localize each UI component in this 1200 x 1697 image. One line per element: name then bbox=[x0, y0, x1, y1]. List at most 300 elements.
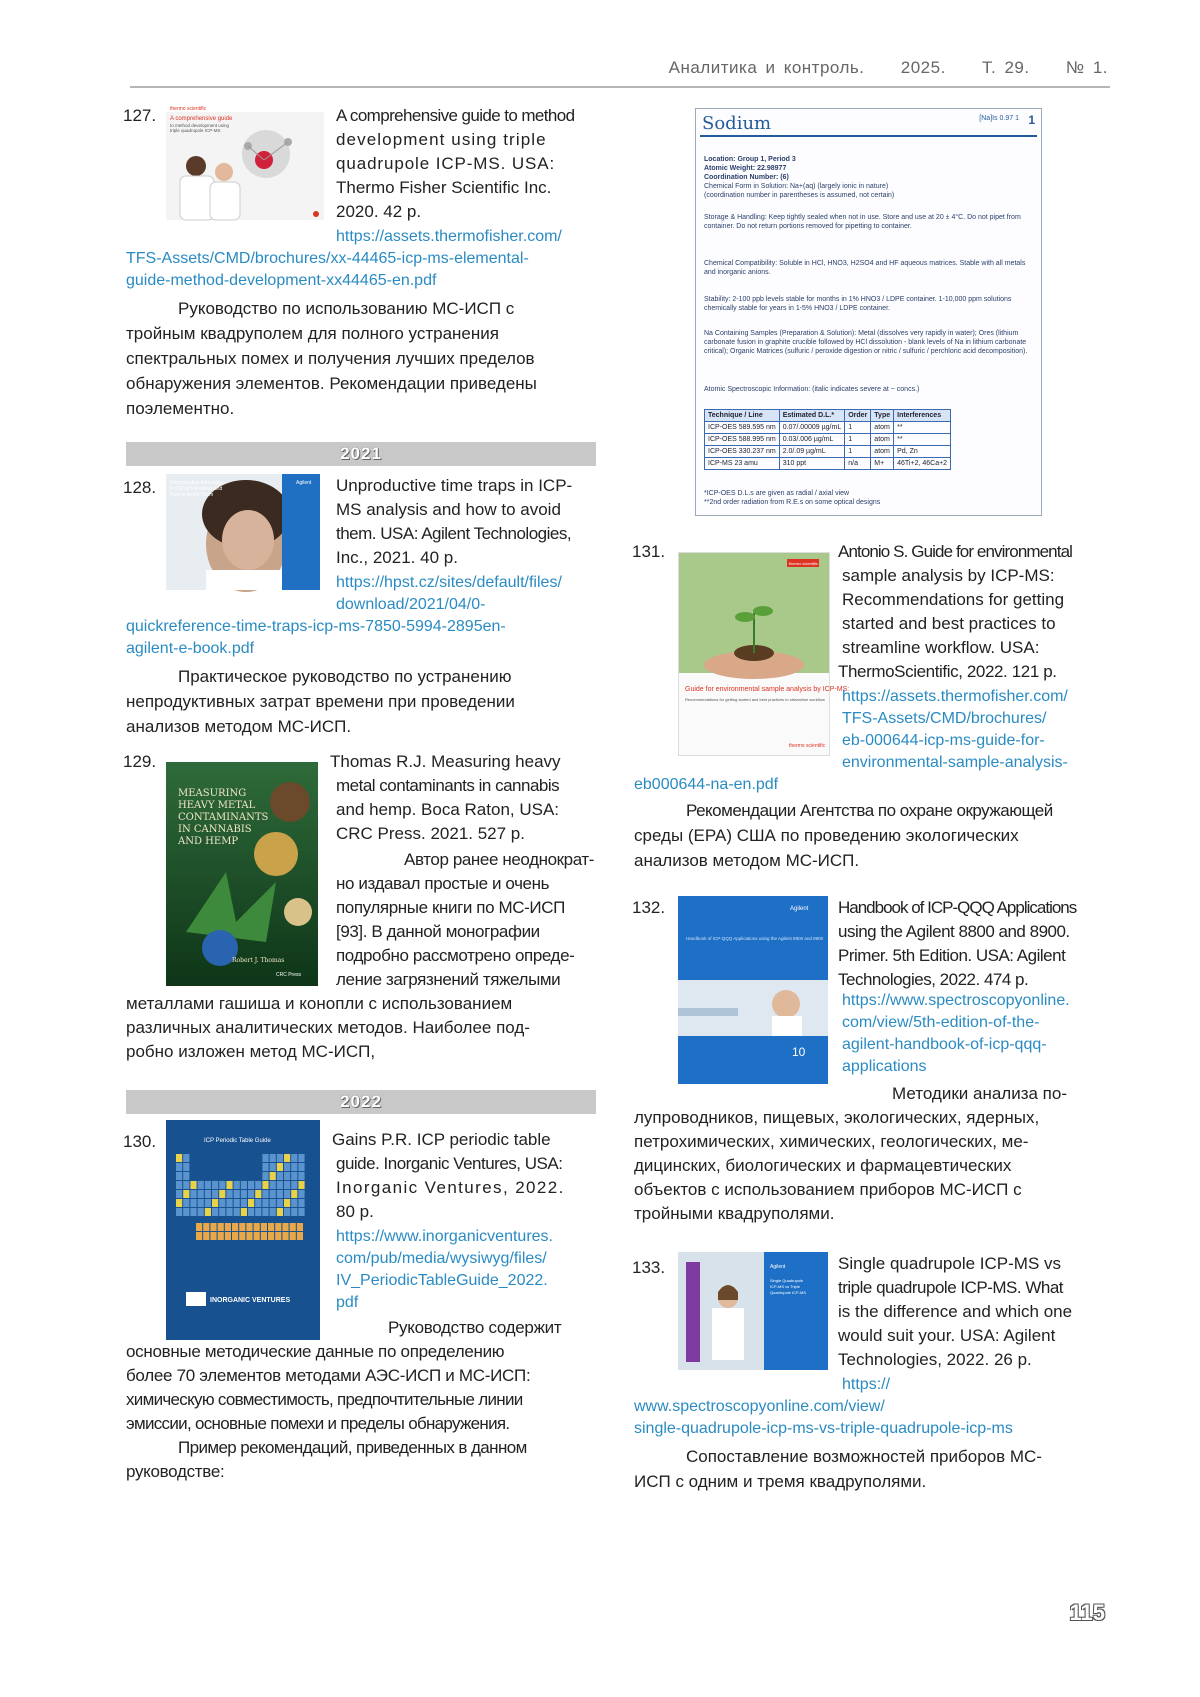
year-divider-2021: 2021 bbox=[126, 442, 596, 466]
table-cell: atom bbox=[871, 446, 894, 458]
citation-128 bbox=[336, 474, 598, 570]
periodic-cell bbox=[291, 1199, 297, 1207]
description-133 bbox=[634, 1444, 1102, 1494]
description-line: Практическое руководство по устранению bbox=[178, 667, 512, 686]
cover-131-sub: Recommendations for getting started and best practices to streamline workflow bbox=[685, 697, 825, 702]
periodic-cell bbox=[210, 1223, 216, 1231]
periodic-cell bbox=[226, 1181, 232, 1189]
periodic-cell bbox=[205, 1208, 211, 1216]
description-line: ление загрязнений тяжелыми bbox=[336, 970, 561, 989]
cover-128-art bbox=[166, 474, 320, 590]
description-line: химическую совместимость, предпочтительные линии bbox=[126, 1390, 523, 1409]
citation-line: streamline workflow. USA: bbox=[842, 638, 1040, 657]
periodic-cell bbox=[183, 1199, 189, 1207]
entry-number: 131. bbox=[632, 542, 666, 561]
description-line: Методики анализа по- bbox=[892, 1084, 1067, 1103]
citation-132 bbox=[838, 896, 1102, 992]
periodic-cell bbox=[176, 1181, 182, 1189]
periodic-cell bbox=[255, 1208, 261, 1216]
periodic-cell bbox=[298, 1154, 304, 1162]
link-128-line4[interactable]: agilent-e-book.pdf bbox=[126, 640, 255, 657]
svg-text:Unproductive time traps: Unproductive time traps bbox=[170, 480, 223, 486]
svg-text:AND HEMP: AND HEMP bbox=[178, 836, 239, 847]
sodium-storage: Storage & Handling: Keep tightly sealed when not in use. Store and use at 20 ± 4°C. Do not pipet from container. Do not return portions removed for pipetting to container. bbox=[704, 214, 1021, 230]
periodic-cell bbox=[277, 1208, 283, 1216]
description-127 bbox=[126, 296, 596, 421]
table-cell: 310 ppt bbox=[779, 458, 845, 470]
citation-line: Antonio S. Guide for environmental bbox=[838, 542, 1072, 561]
citation-131 bbox=[838, 540, 1098, 684]
svg-text:HEAVY METAL: HEAVY METAL bbox=[178, 800, 256, 811]
citation-133 bbox=[838, 1252, 1102, 1372]
periodic-cell bbox=[291, 1181, 297, 1189]
cover-131-brand: thermo scientific bbox=[789, 561, 818, 566]
table-cell: atom bbox=[871, 434, 894, 446]
citation-line: started and best practices to bbox=[842, 614, 1056, 633]
cover-131-art bbox=[679, 553, 850, 755]
periodic-cell bbox=[291, 1208, 297, 1216]
periodic-cell bbox=[270, 1163, 276, 1171]
description-line: тройным квадруполем для полного устранения bbox=[126, 324, 499, 343]
citation-line: Technologies, 2022. 26 p. bbox=[838, 1350, 1032, 1369]
periodic-cell bbox=[212, 1181, 218, 1189]
periodic-cell bbox=[290, 1232, 296, 1240]
cover-129-art bbox=[166, 762, 318, 986]
table-cell: n/a bbox=[845, 458, 871, 470]
periodic-cell bbox=[246, 1223, 252, 1231]
table-cell: 1 bbox=[845, 446, 871, 458]
description-128 bbox=[126, 664, 596, 739]
description-line: Автор ранее неоднократ- bbox=[404, 850, 595, 869]
journal-title: Аналитика и контроль. bbox=[668, 58, 865, 77]
citation-line: development using triple bbox=[336, 130, 547, 149]
entry-number: 133. bbox=[632, 1258, 666, 1277]
periodic-cell bbox=[261, 1232, 267, 1240]
link-131-line5[interactable]: eb000644-na-en.pdf bbox=[634, 776, 779, 793]
link-130-line4[interactable]: pdf bbox=[336, 1294, 359, 1311]
svg-text:IN CANNABIS: IN CANNABIS bbox=[178, 824, 252, 835]
periodic-cell bbox=[196, 1223, 202, 1231]
sodium-form: Chemical Form in Solution: Na+(aq) (largely ionic in nature) bbox=[704, 183, 889, 190]
periodic-cell bbox=[241, 1208, 247, 1216]
link-130-line1[interactable]: https://www.inorganicventures. bbox=[336, 1228, 553, 1245]
link-132-line3[interactable]: agilent-handbook-of-icp-qqq- bbox=[842, 1036, 1047, 1053]
citation-line: Primer. 5th Edition. USA: Agilent bbox=[838, 946, 1066, 965]
link-131-line2[interactable]: TFS-Assets/CMD/brochures/ bbox=[842, 710, 1047, 727]
periodic-cell bbox=[198, 1181, 204, 1189]
citation-line: Thomas R.J. Measuring heavy bbox=[330, 752, 561, 771]
description-line: тройными квадруполями. bbox=[634, 1204, 835, 1223]
periodic-cell bbox=[284, 1190, 290, 1198]
periodic-cell bbox=[176, 1190, 182, 1198]
table-row bbox=[705, 434, 951, 446]
description-line: [93]. В данной монографии bbox=[336, 922, 540, 941]
sodium-table bbox=[704, 409, 951, 470]
svg-text:to method development using: to method development using bbox=[170, 123, 230, 128]
citation-line: Recommendations for getting bbox=[842, 590, 1065, 609]
description-line: анализов методом МС-ИСП. bbox=[634, 851, 860, 870]
citation-line: sample analysis by ICP-MS: bbox=[842, 566, 1055, 585]
table-cell: M+ bbox=[871, 458, 894, 470]
citation-line: 2020. 42 p. bbox=[336, 202, 422, 221]
description-line: но издавал простые и очень bbox=[336, 874, 550, 893]
periodic-cell bbox=[226, 1190, 232, 1198]
periodic-cell bbox=[270, 1208, 276, 1216]
periodic-cell bbox=[232, 1232, 238, 1240]
citation-line: would suit your. USA: Agilent bbox=[838, 1326, 1056, 1345]
description-129-side bbox=[336, 848, 598, 992]
col-header: Technique / Line bbox=[705, 410, 780, 422]
cover-133-brand: Agilent bbox=[770, 1264, 786, 1270]
sodium-table-header bbox=[705, 410, 951, 422]
periodic-cell bbox=[241, 1181, 247, 1189]
periodic-cell bbox=[262, 1181, 268, 1189]
citation-line: Unproductive time traps in ICP- bbox=[336, 476, 573, 495]
periodic-cell bbox=[298, 1199, 304, 1207]
periodic-cell bbox=[277, 1181, 283, 1189]
periodic-cell bbox=[297, 1232, 303, 1240]
journal-volume: Т. 29. bbox=[982, 58, 1030, 77]
cover-132-title: Handbook of ICP-QQQ Applications using the Agilent 8800 and 8900 bbox=[686, 936, 824, 941]
svg-text:ICP-MS vs Triple: ICP-MS vs Triple bbox=[770, 1284, 801, 1289]
table-cell: atom bbox=[871, 422, 894, 434]
cover-132-badge: 10 bbox=[792, 1045, 806, 1059]
citation-line: Inorganic Ventures, 2022. bbox=[336, 1178, 565, 1197]
cover-130-brand: INORGANIC VENTURES bbox=[210, 1297, 291, 1304]
sodium-note-1: *ICP-OES D.L.s are given as radial / axial view bbox=[704, 490, 850, 497]
cover-130-art bbox=[166, 1120, 320, 1340]
table-cell: Pd, Zn bbox=[894, 446, 951, 458]
table-cell: ICP-MS 23 amu bbox=[705, 458, 780, 470]
table-row bbox=[705, 422, 951, 434]
periodic-cell bbox=[234, 1190, 240, 1198]
journal-year: 2025. bbox=[900, 58, 946, 77]
periodic-cell bbox=[298, 1181, 304, 1189]
periodic-cell bbox=[248, 1199, 254, 1207]
periodic-cell bbox=[176, 1163, 182, 1171]
description-line: спектральных помех и получения лучших пределов bbox=[126, 349, 535, 368]
table-cell: 0.03/.006 µg/mL bbox=[779, 434, 845, 446]
periodic-cell bbox=[203, 1223, 209, 1231]
cover-129-author: Robert J. Thomas bbox=[232, 957, 285, 964]
table-row bbox=[705, 458, 951, 470]
description-line: различных аналитических методов. Наиболее под- bbox=[126, 1018, 530, 1037]
table-row bbox=[705, 446, 951, 458]
citation-line: quadrupole ICP-MS. USA: bbox=[336, 154, 556, 173]
citation-line: them. USA: Agilent Technologies, bbox=[336, 524, 572, 543]
table-cell: 1 bbox=[845, 434, 871, 446]
col-header: Type bbox=[871, 410, 894, 422]
link-128-line2[interactable]: download/2021/04/0- bbox=[336, 596, 486, 613]
link-132-line4[interactable]: applications bbox=[842, 1058, 927, 1075]
periodic-cell bbox=[275, 1223, 281, 1231]
cover-130 bbox=[166, 1120, 320, 1340]
running-header bbox=[0, 52, 1200, 92]
description-line: популярные книги по МС-ИСП bbox=[336, 898, 565, 917]
cover-130-title: ICP Periodic Table Guide bbox=[204, 1138, 271, 1144]
sodium-samples: Na Containing Samples (Preparation & Solution): Metal (dissolves very rapidly in water); Ores (lithium carbonate fusion in graphite crucible followed by HCl dissolution - blank levels of Na in lithium carbonate critical); Organic Matrices (sulfuric / peroxide digestion or nitric / sulfuric / perchloric acid decomposition). bbox=[704, 330, 1028, 355]
periodic-cell bbox=[275, 1232, 281, 1240]
citation-line: A comprehensive guide to method bbox=[336, 106, 575, 125]
sodium-spectro: Atomic Spectroscopic Information: (italic indicates severe at ~ concs.) bbox=[704, 386, 920, 393]
description-line: петрохимических, химических, геологических, ме- bbox=[634, 1132, 1029, 1151]
periodic-cell bbox=[255, 1199, 261, 1207]
entry-number: 129. bbox=[123, 752, 157, 771]
periodic-cell bbox=[298, 1208, 304, 1216]
periodic-cell bbox=[284, 1181, 290, 1189]
periodic-cell bbox=[176, 1199, 182, 1207]
periodic-cell bbox=[284, 1208, 290, 1216]
periodic-cell bbox=[225, 1223, 231, 1231]
periodic-cell bbox=[183, 1163, 189, 1171]
periodic-cell bbox=[268, 1223, 274, 1231]
link-133-line1[interactable]: https:// bbox=[842, 1376, 891, 1393]
periodic-cell bbox=[282, 1223, 288, 1231]
sodium-stability: Stability: 2-100 ppb levels stable for months in 1% HNO3 / LDPE container. 1-10,000 ppm solutions chemically stable for years in 1-5% HNO3 / LDPE container. bbox=[704, 296, 1012, 312]
description-line: более 70 элементов методами АЭС-ИСП и МС-ИСП: bbox=[126, 1366, 531, 1385]
periodic-cell bbox=[284, 1154, 290, 1162]
table-cell: ICP-OES 589.595 nm bbox=[705, 422, 780, 434]
sodium-data-sheet bbox=[695, 108, 1042, 516]
periodic-cell bbox=[254, 1223, 260, 1231]
table-cell: ** bbox=[894, 422, 951, 434]
link-127-line1[interactable]: https://assets.thermofisher.com/ bbox=[336, 228, 562, 245]
periodic-cell bbox=[234, 1208, 240, 1216]
periodic-cell bbox=[248, 1181, 254, 1189]
description-line: Пример рекомендаций, приведенных в данном bbox=[178, 1438, 527, 1457]
description-line: дицинских, биологических и фармацевтических bbox=[634, 1156, 1012, 1175]
description-line: основные методические данные по определению bbox=[126, 1342, 505, 1361]
periodic-cell bbox=[277, 1172, 283, 1180]
periodic-cell bbox=[241, 1190, 247, 1198]
citation-130 bbox=[332, 1128, 597, 1224]
description-line: ИСП с одним и тремя квадруполями. bbox=[634, 1472, 927, 1491]
periodic-cell bbox=[190, 1208, 196, 1216]
cover-131 bbox=[678, 552, 850, 756]
citation-line: triple quadrupole ICP-MS. What bbox=[838, 1278, 1063, 1297]
description-132 bbox=[634, 1082, 1102, 1226]
citation-127 bbox=[336, 104, 597, 224]
periodic-cell bbox=[270, 1199, 276, 1207]
citation-line: guide. Inorganic Ventures, USA: bbox=[336, 1154, 563, 1173]
description-line: Руководство по использованию МС-ИСП с bbox=[178, 299, 515, 318]
periodic-cell bbox=[239, 1232, 245, 1240]
cover-133-art bbox=[678, 1252, 828, 1370]
col-header: Interferences bbox=[894, 410, 951, 422]
periodic-cell bbox=[198, 1199, 204, 1207]
col-header: Order bbox=[845, 410, 871, 422]
description-line: металлами гашиша и конопли с использованием bbox=[126, 994, 513, 1013]
periodic-cell bbox=[183, 1208, 189, 1216]
periodic-cell bbox=[298, 1172, 304, 1180]
link-130-line3[interactable]: IV_PeriodicTableGuide_2022. bbox=[336, 1272, 548, 1289]
link-131-line3[interactable]: eb-000644-icp-ms-guide-for- bbox=[842, 732, 1045, 749]
periodic-cell bbox=[212, 1208, 218, 1216]
sodium-rule bbox=[700, 135, 1037, 137]
citation-line: Single quadrupole ICP-MS vs bbox=[838, 1254, 1062, 1273]
sodium-title: Sodium bbox=[702, 113, 772, 134]
citation-line: is the difference and which one bbox=[838, 1302, 1073, 1321]
sodium-form-note: (coordination number in parentheses is assumed, not certain) bbox=[704, 192, 895, 199]
link-132-line2[interactable]: com/view/5th-edition-of-the- bbox=[842, 1014, 1040, 1031]
cover-132-art bbox=[678, 896, 828, 1084]
cover-132 bbox=[678, 896, 828, 1084]
table-cell: ICP-OES 588.995 nm bbox=[705, 434, 780, 446]
periodic-cell bbox=[183, 1172, 189, 1180]
citation-line: Inc., 2021. 40 p. bbox=[336, 548, 458, 567]
description-line: Руководство содержит bbox=[388, 1318, 562, 1337]
periodic-cell bbox=[183, 1190, 189, 1198]
link-128-line3[interactable]: quickreference-time-traps-icp-ms-7850-5994-2895en- bbox=[126, 618, 506, 635]
periodic-cell bbox=[284, 1199, 290, 1207]
cover-127-art bbox=[166, 104, 324, 220]
col-header: Estimated D.L.* bbox=[779, 410, 845, 422]
periodic-cell bbox=[203, 1232, 209, 1240]
citation-line: and hemp. Boca Raton, USA: bbox=[336, 800, 560, 819]
description-line: объектов с использованием приборов МС-ИСП с bbox=[634, 1180, 1022, 1199]
citation-line: Gains P.R. ICP periodic table bbox=[332, 1130, 551, 1149]
table-cell: 1 bbox=[845, 422, 871, 434]
periodic-cell bbox=[262, 1172, 268, 1180]
cover-127 bbox=[166, 104, 324, 220]
periodic-cell bbox=[248, 1208, 254, 1216]
periodic-cell bbox=[262, 1154, 268, 1162]
periodic-cell bbox=[261, 1223, 267, 1231]
page-number: 115 bbox=[1069, 1600, 1105, 1625]
entry-number: 132. bbox=[632, 898, 666, 917]
svg-text:How to Avoid Them: How to Avoid Them bbox=[170, 492, 214, 498]
link-131-line1[interactable]: https://assets.thermofisher.com/ bbox=[842, 688, 1068, 705]
periodic-cell bbox=[198, 1190, 204, 1198]
periodic-cell bbox=[239, 1223, 245, 1231]
link-133-line2[interactable]: www.spectroscopyonline.com/view/ bbox=[634, 1398, 885, 1415]
periodic-cell bbox=[218, 1232, 224, 1240]
sodium-tag: [Na]Is 0.97 1 bbox=[979, 115, 1019, 122]
link-127-line2[interactable]: TFS-Assets/CMD/brochures/xx-44465-icp-ms-elemental- bbox=[126, 250, 529, 267]
citation-line: ThermoScientific, 2022. 121 p. bbox=[838, 662, 1057, 681]
periodic-cell bbox=[210, 1232, 216, 1240]
citation-line: Technologies, 2022. 474 p. bbox=[838, 970, 1029, 989]
description-line: среды (EPA) США по проведению экологических bbox=[634, 826, 1019, 845]
citation-129 bbox=[330, 750, 598, 846]
periodic-cell bbox=[183, 1181, 189, 1189]
periodic-cell bbox=[212, 1190, 218, 1198]
periodic-cell bbox=[205, 1181, 211, 1189]
periodic-cell bbox=[262, 1163, 268, 1171]
periodic-cell bbox=[225, 1232, 231, 1240]
periodic-cell bbox=[277, 1190, 283, 1198]
periodic-cell bbox=[277, 1199, 283, 1207]
description-line: непродуктивных затрат времени при проведении bbox=[126, 692, 515, 711]
table-cell: ** bbox=[894, 434, 951, 446]
journal-issue: № 1. bbox=[1065, 58, 1108, 77]
description-line: обнаружения элементов. Рекомендации приведены bbox=[126, 374, 537, 393]
entry-number: 130. bbox=[123, 1132, 157, 1151]
sodium-number: 1 bbox=[1028, 113, 1035, 127]
description-line: поэлементно. bbox=[126, 399, 235, 418]
periodic-cell bbox=[190, 1181, 196, 1189]
svg-text:Single Quadrupole: Single Quadrupole bbox=[770, 1278, 804, 1283]
description-line: эмиссии, основные помехи и пределы обнаружения. bbox=[126, 1414, 510, 1433]
cover-128-brand: Agilent bbox=[296, 480, 312, 486]
svg-text:in ICP-MS Analysis and: in ICP-MS Analysis and bbox=[170, 486, 223, 492]
periodic-cell bbox=[226, 1199, 232, 1207]
description-line: анализов методом МС-ИСП. bbox=[126, 717, 352, 736]
periodic-cell bbox=[248, 1190, 254, 1198]
cover-131-title: Guide for environmental sample analysis by ICP-MS: bbox=[685, 686, 850, 693]
svg-text:Quadrupole ICP-MS: Quadrupole ICP-MS bbox=[770, 1290, 807, 1295]
periodic-cell bbox=[183, 1154, 189, 1162]
periodic-cell bbox=[270, 1181, 276, 1189]
table-cell: 2.0/.09 µg/mL bbox=[779, 446, 845, 458]
citation-line: using the Agilent 8800 and 8900. bbox=[838, 922, 1070, 941]
periodic-cell bbox=[198, 1208, 204, 1216]
periodic-cell bbox=[255, 1181, 261, 1189]
periodic-cell bbox=[219, 1190, 225, 1198]
periodic-cell bbox=[262, 1199, 268, 1207]
description-line: лупроводников, пищевых, экологических, ядерных, bbox=[634, 1108, 1040, 1127]
periodic-cell bbox=[176, 1208, 182, 1216]
description-131 bbox=[634, 798, 1099, 873]
cover-132-brand: Agilent bbox=[790, 906, 809, 912]
periodic-cell bbox=[190, 1190, 196, 1198]
periodic-cell bbox=[270, 1172, 276, 1180]
header-rule bbox=[130, 86, 1110, 88]
link-127-line3[interactable]: guide-method-development-xx44465-en.pdf bbox=[126, 272, 437, 289]
entry-number: 128. bbox=[123, 478, 157, 497]
periodic-cell bbox=[270, 1154, 276, 1162]
link-132-line1[interactable]: https://www.spectroscopyonline. bbox=[842, 992, 1070, 1009]
svg-text:thermo scientific: thermo scientific bbox=[789, 743, 826, 749]
cover-128 bbox=[166, 474, 320, 590]
svg-text:triple quadrupole ICP-MS: triple quadrupole ICP-MS bbox=[170, 128, 221, 133]
periodic-cell bbox=[196, 1232, 202, 1240]
description-130 bbox=[126, 1316, 598, 1484]
link-130-line2[interactable]: com/pub/media/wysiwyg/files/ bbox=[336, 1250, 547, 1267]
periodic-cell bbox=[241, 1199, 247, 1207]
periodic-cell bbox=[277, 1154, 283, 1162]
periodic-cell bbox=[212, 1199, 218, 1207]
description-line: Рекомендации Агентства по охране окружающей bbox=[686, 801, 1053, 820]
periodic-cell bbox=[219, 1199, 225, 1207]
link-128-line1[interactable]: https://hpst.cz/sites/default/files/ bbox=[336, 574, 562, 591]
description-129 bbox=[126, 992, 598, 1064]
periodic-cell bbox=[262, 1190, 268, 1198]
periodic-cell bbox=[190, 1199, 196, 1207]
periodic-cell bbox=[219, 1208, 225, 1216]
svg-text:A comprehensive guide: A comprehensive guide bbox=[170, 116, 233, 122]
periodic-cell bbox=[291, 1154, 297, 1162]
periodic-cell bbox=[218, 1223, 224, 1231]
periodic-cell bbox=[268, 1232, 274, 1240]
link-131-line4[interactable]: environmental-sample-analysis- bbox=[842, 754, 1068, 771]
link-133-line3[interactable]: single-quadrupole-icp-ms-vs-triple-quadrupole-icp-ms bbox=[634, 1420, 1013, 1437]
citation-line: metal contaminants in cannabis bbox=[336, 776, 560, 795]
year-divider-2022: 2022 bbox=[126, 1090, 596, 1114]
periodic-cell bbox=[291, 1172, 297, 1180]
periodic-cell bbox=[176, 1172, 182, 1180]
sodium-coord: Coordination Number: (6) bbox=[704, 174, 789, 181]
periodic-cell bbox=[176, 1154, 182, 1162]
description-line: робно изложен метод МС-ИСП, bbox=[126, 1042, 376, 1061]
periodic-cell bbox=[255, 1190, 261, 1198]
periodic-cell bbox=[291, 1190, 297, 1198]
description-line: Сопоставление возможностей приборов МС- bbox=[686, 1447, 1042, 1466]
entry-number: 127. bbox=[123, 106, 157, 125]
table-cell: ICP-OES 330.237 nm bbox=[705, 446, 780, 458]
description-line: подробно рассмотрено опреде- bbox=[336, 946, 575, 965]
periodic-cell bbox=[270, 1190, 276, 1198]
